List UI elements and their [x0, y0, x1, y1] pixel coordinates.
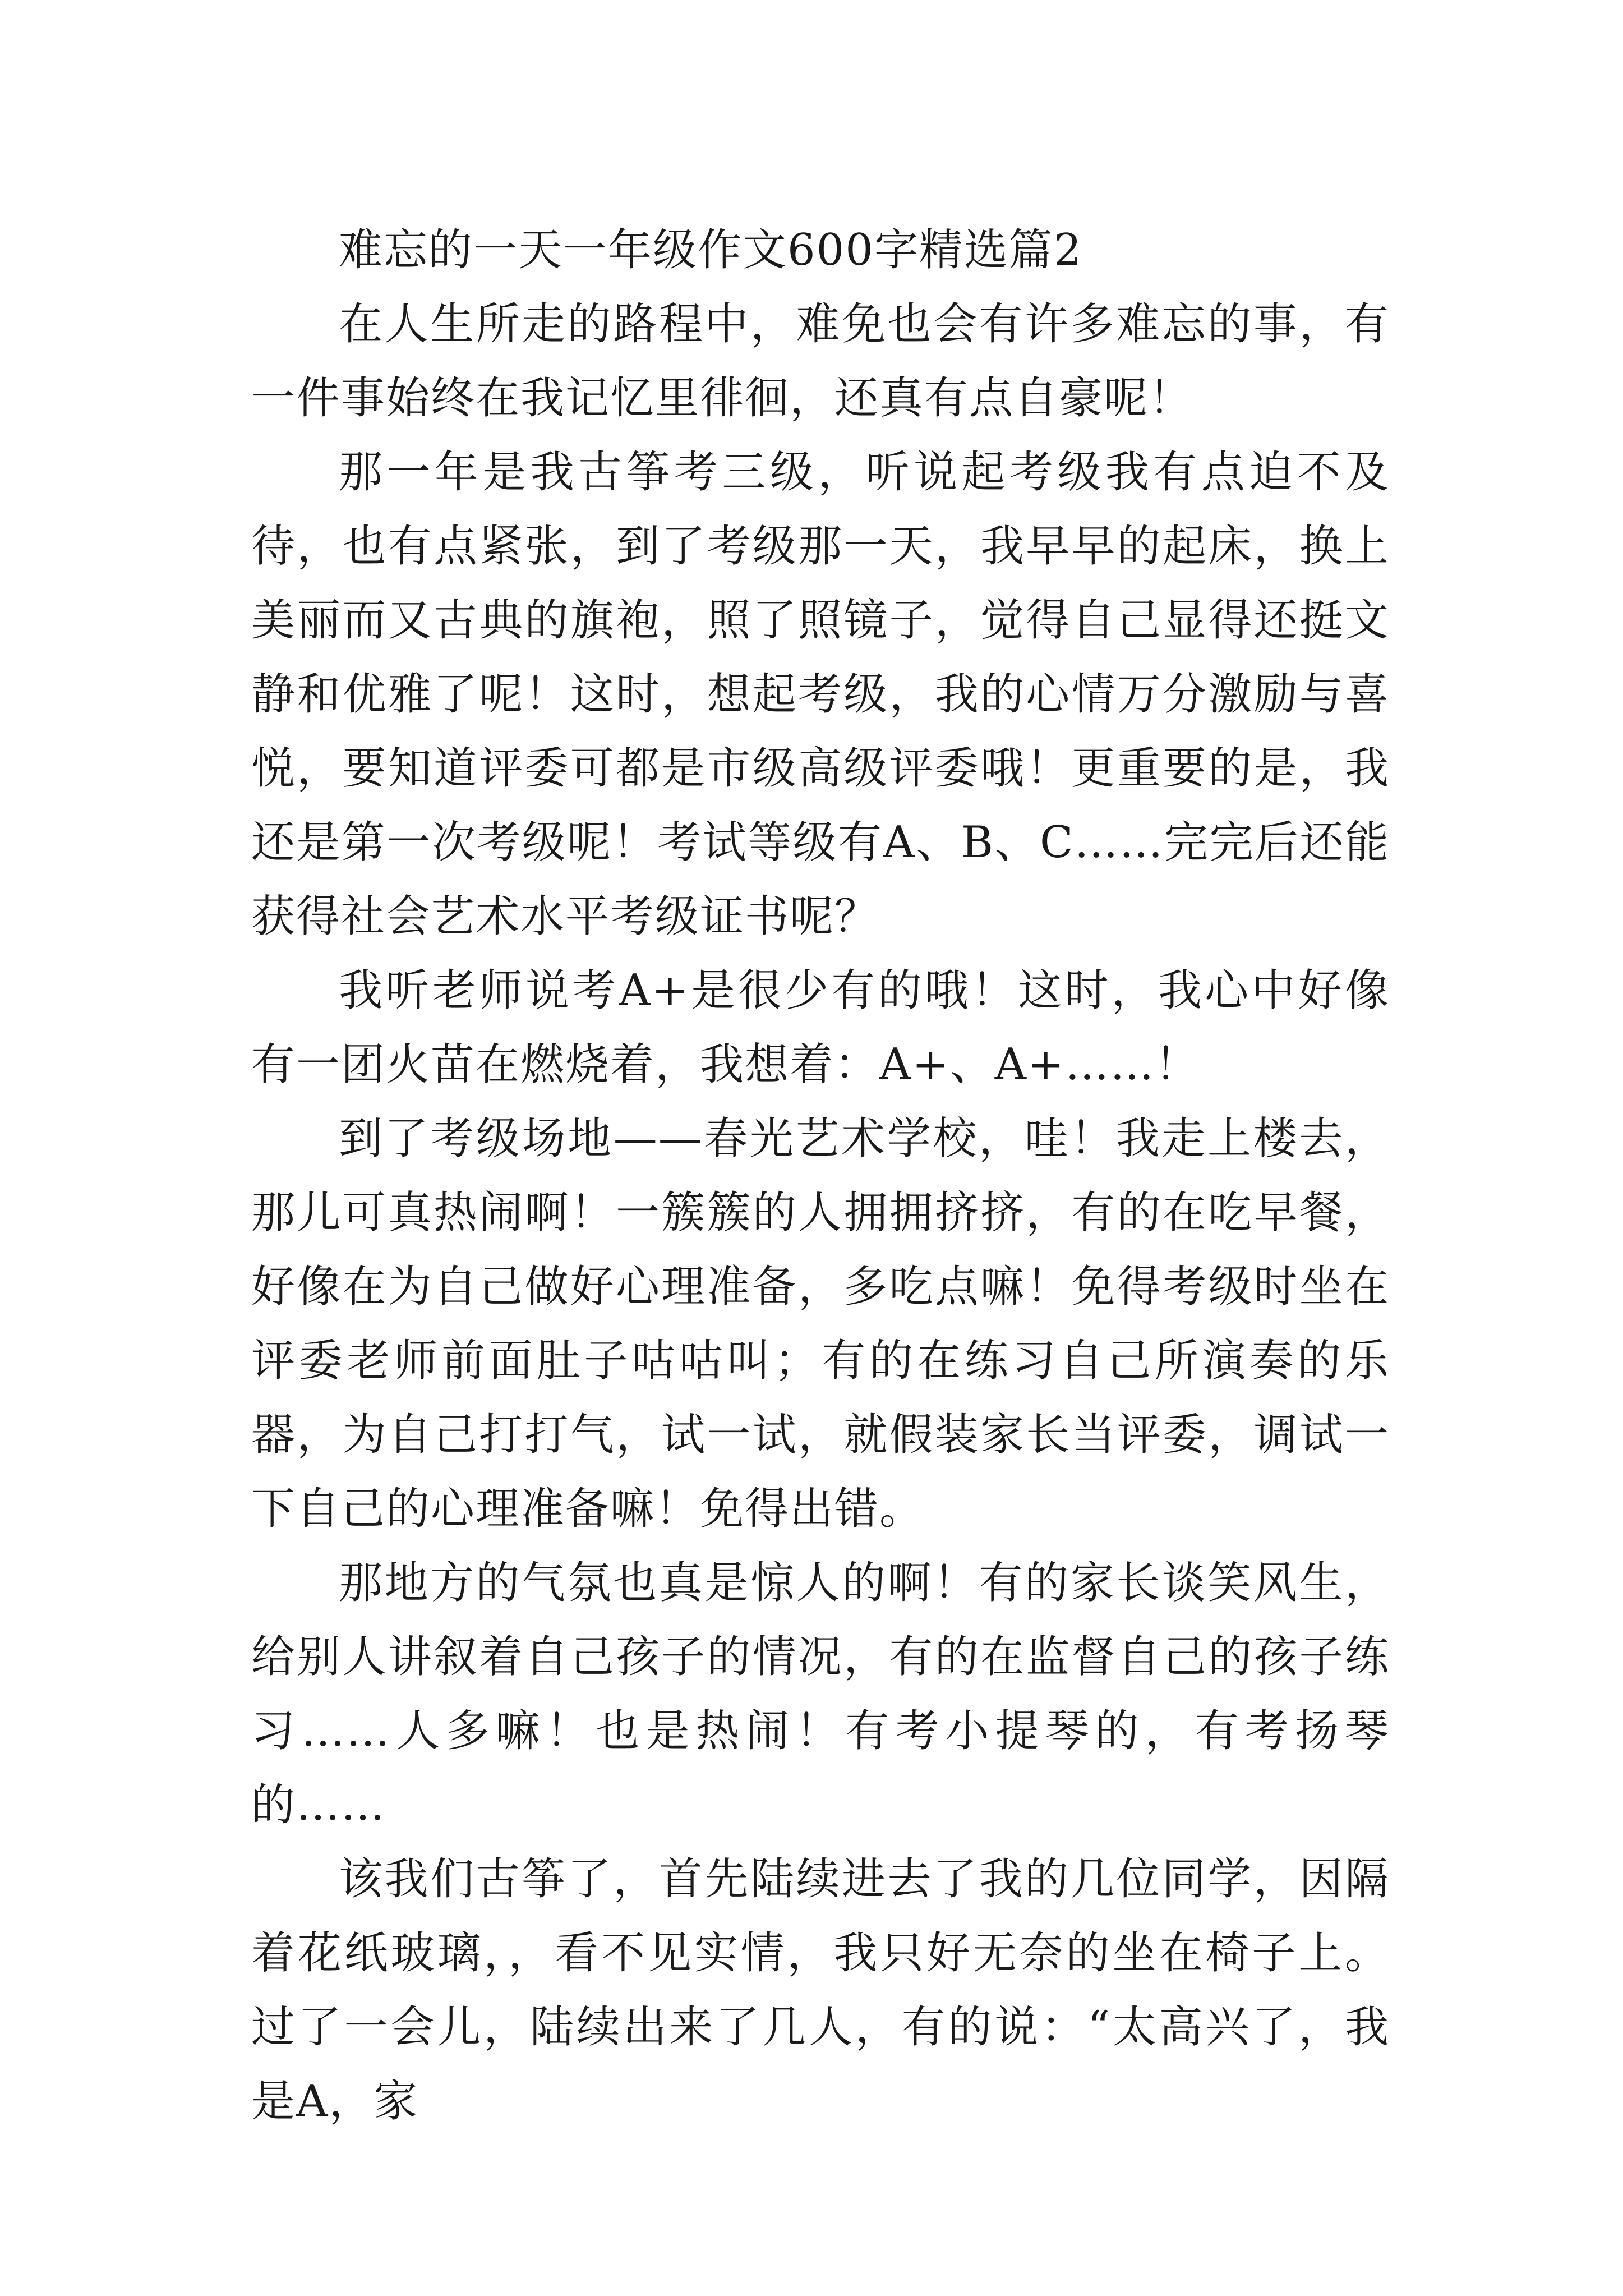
paragraph-5: 那地方的气氛也真是惊人的啊！有的家长谈笑风生，给别人讲叙着自己孩子的情况，有的在监督自己的孩子练习……人多嘛！也是热闹！有考小提琴的，有考扬琴的……: [251, 1558, 1390, 1830]
paragraph-1: 在人生所走的路程中，难免也会有许多难忘的事，有一件事始终在我记忆里徘徊，还真有点自豪呢！: [251, 299, 1390, 424]
paragraph-6: 该我们古筝了，首先陆续进去了我的几位同学，因隔着花纸玻璃，，看不见实情，我只好无奈的坐在椅子上。过了一会儿，陆续出来了几人，有的说：“太高兴了，我是A，家: [251, 1854, 1390, 2127]
paragraph-4: 到了考级场地——春光艺术学校，哇！我走上楼去，那儿可真热闹啊！一簇簇的人拥拥挤挤，有的在吃早餐，好像在为自己做好心理准备，多吃点嘛！免得考级时坐在评委老师前面肚子咕咕叫；有的在练习自己所演奏的乐器，为自己打打气，试一试，就假装家长当评委，调试一下自己的心理准备嘛！免得出错。: [251, 1114, 1390, 1534]
paragraph-3: 我听老师说考A+是很少有的哦！这时，我心中好像有一团火苗在燃烧着，我想着：A+、A+……！: [251, 965, 1390, 1090]
paragraph-2: 那一年是我古筝考三级，听说起考级我有点迫不及待，也有点紧张，到了考级那一天，我早早的起床，换上美丽而又古典的旗袍，照了照镜子，觉得自己显得还挺文静和优雅了呢！这时，想起考级，我的心情万分激励与喜悦，要知道评委可都是市级高级评委哦！更重要的是，我还是第一次考级呢！考试等级有A、B、C……完完后还能获得社会艺术水平考级证书呢？: [251, 447, 1390, 942]
document-body: [251, 213, 1390, 2138]
document-title: 难忘的一天一年级作文600字精选篇2: [339, 225, 1083, 275]
